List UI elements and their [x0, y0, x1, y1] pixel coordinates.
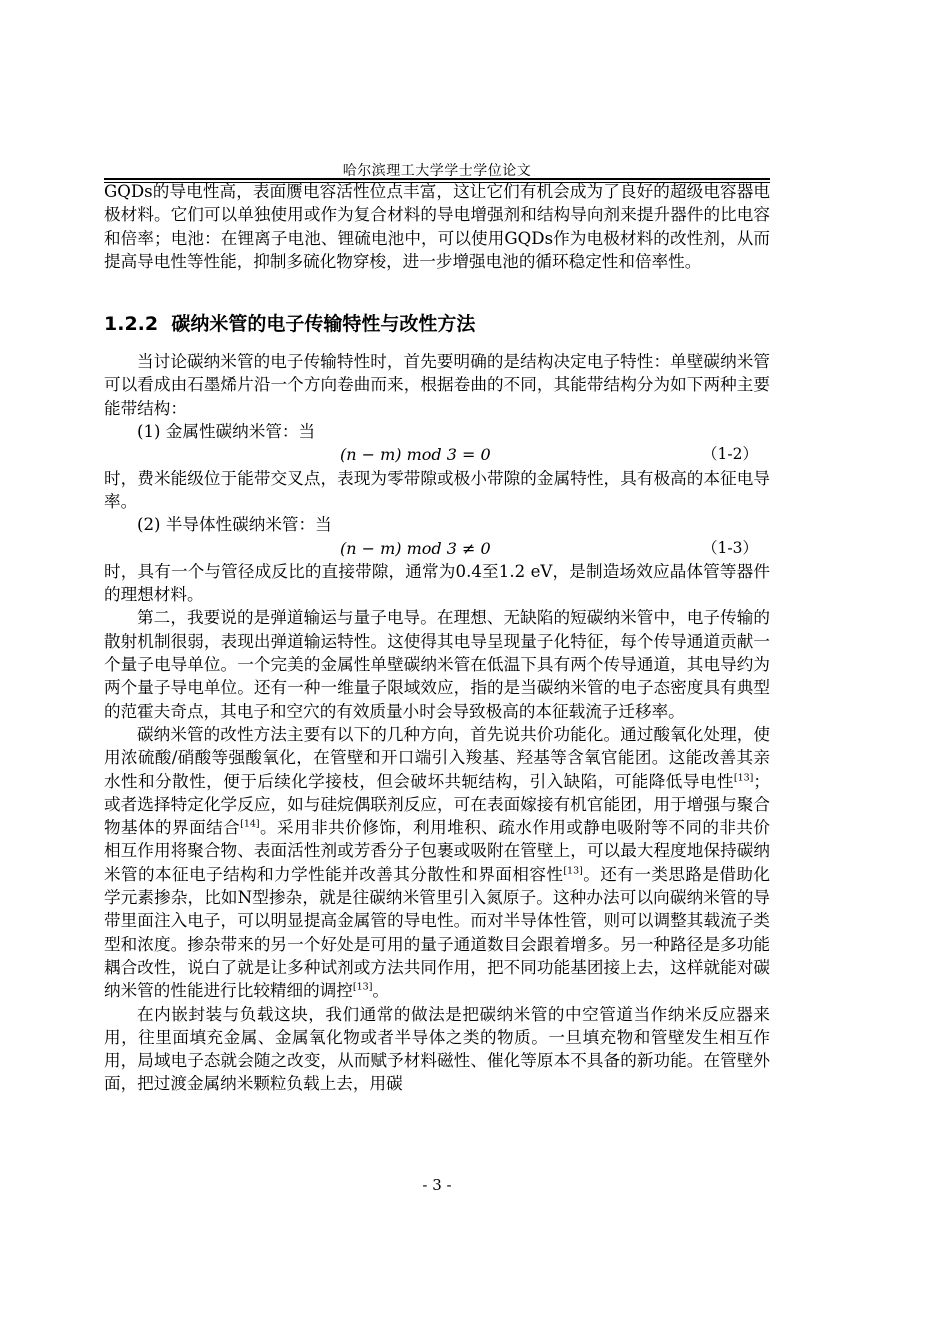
equation-formula: (n − m) mod 3 = 0 [340, 445, 491, 465]
equation-number: （1-3） [702, 538, 758, 557]
paragraph-metallic: 时，费米能级位于能带交叉点，表现为零带隙或极小带隙的金属特性，具有极高的本征电导率。 [104, 468, 770, 511]
equation-formula: (n − m) mod 3 ≠ 0 [340, 538, 491, 558]
citation: [13] [352, 981, 373, 993]
paragraph-encapsulation: 在内嵌封装与负载这块，我们通常的做法是把碳纳米管的中空管道当作纳米反应器来用，往里面填充金属、金属氧化物或者半导体之类的物质。一旦填充物和管壁发生相互作用，局域电子态就会随之改变，从而赋予材料磁性、催化等原本不具备的新功能。在管壁外面，把过渡金属纳米颗粒负载上去，用碳 [104, 1004, 770, 1094]
page-body [104, 180, 770, 1096]
text-run: 。还有一类思路是借助化学元素掺杂，比如N型掺杂，就是往碳纳米管里引入氮原子。这种办法可以向碳纳米管的导带里面注入电子，可以明显提高金属管的导电性。而对半导体性管，则可以调整其载流子类型和浓度。掺杂带来的另一个好处是可用的量子通道数目会跟着增多。另一种路径是多功能耦合改性，说白了就是让多种试剂或方法共同作用，把不同功能基团接上去，这样就能对碳纳米管的性能进行比较精细的调控 [104, 864, 770, 1001]
paragraph-gqds: GQDs的导电性高，表面赝电容活性位点丰富，这让它们有机会成为了良好的超级电容器电极材料。它们可以单独使用或作为复合材料的导电增强剂和结构导向剂来提升器件的比电容和倍率；电池：在锂离子电池、锂硫电池中，可以使用GQDs作为电极材料的改性剂，从而提高导电性等性能，抑制多硫化物穿梭，进一步增强电池的循环稳定性和倍率性。 [104, 182, 770, 271]
citation: [13] [733, 772, 754, 783]
equation-1-2 [104, 443, 770, 466]
page-number: - 3 - [422, 1176, 452, 1194]
page-header: 哈尔滨理工大学学士学位论文 [342, 163, 532, 179]
section-number: 1.2.2 [104, 313, 159, 336]
text-run: 碳纳米管的改性方法主要有以下的几种方向，首先说共价功能化。通过酸氧化处理，使用浓硫酸/硝酸等强酸氧化，在管壁和开口端引入羧基、羟基等含氧官能团。这能改善其亲水性和分散性，便于后续化学接枝，但会破坏共轭结构，引入缺陷，可能降低导电性 [104, 724, 770, 791]
text-run: 。 [372, 981, 390, 1001]
paragraph-modification [104, 723, 770, 1003]
paragraph-semiconducting: 时，具有一个与管径成反比的直接带隙，通常为0.4至1.2 eV，是制造场效应晶体管等器件的理想材料。 [104, 561, 770, 605]
list-item-metallic: (1) 金属性碳纳米管：当 [137, 422, 316, 442]
paragraph-ballistic: 第二，我要说的是弹道输运与量子电导。在理想、无缺陷的短碳纳米管中，电子传输的散射机制很弱，表现出弹道输运特性。这使得其电导呈现量子化特征，每个传导通道贡献一个量子电导单位。一个完美的金属性单壁碳纳米管在低温下具有两个传导通道，其电导约为两个量子导电单位。还有一种一维量子限域效应，指的是当碳纳米管的电子态密度具有典型的范霍夫奇点，其电子和空穴的有效质量小时会导致极高的本征载流子迁移率。 [104, 608, 770, 721]
paragraph-structure: 当讨论碳纳米管的电子传输特性时，首先要明确的是结构决定电子特性：单壁碳纳米管可以看成由石墨烯片沿一个方向卷曲而来，根据卷曲的不同，其能带结构分为如下两种主要能带结构： [104, 352, 770, 418]
citation: [13] [563, 865, 583, 877]
section-title: 碳纳米管的电子传输特性与改性方法 [171, 313, 476, 336]
section-heading [104, 311, 770, 337]
citation: [14] [240, 818, 260, 830]
list-item-semiconducting: (2) 半导体性碳纳米管：当 [137, 515, 332, 535]
equation-number: （1-2） [702, 445, 758, 464]
equation-1-3 [104, 537, 770, 560]
text-run: 。采用非共价修饰，利用堆积、疏水作用或静电吸附等不同的非共价相互作用将聚合物、表面活性剂或芳香分子包裹或吸附在管壁上，可以最大程度地保持碳纳米管的本征电子结构和力学性能并改善其分散性和界面相容性 [104, 818, 771, 884]
text-run: ；或者选择特定化学反应，如与硅烷偶联剂反应，可在表面嫁接有机官能团，用于增强与聚合物基体的界面结合 [104, 771, 770, 838]
